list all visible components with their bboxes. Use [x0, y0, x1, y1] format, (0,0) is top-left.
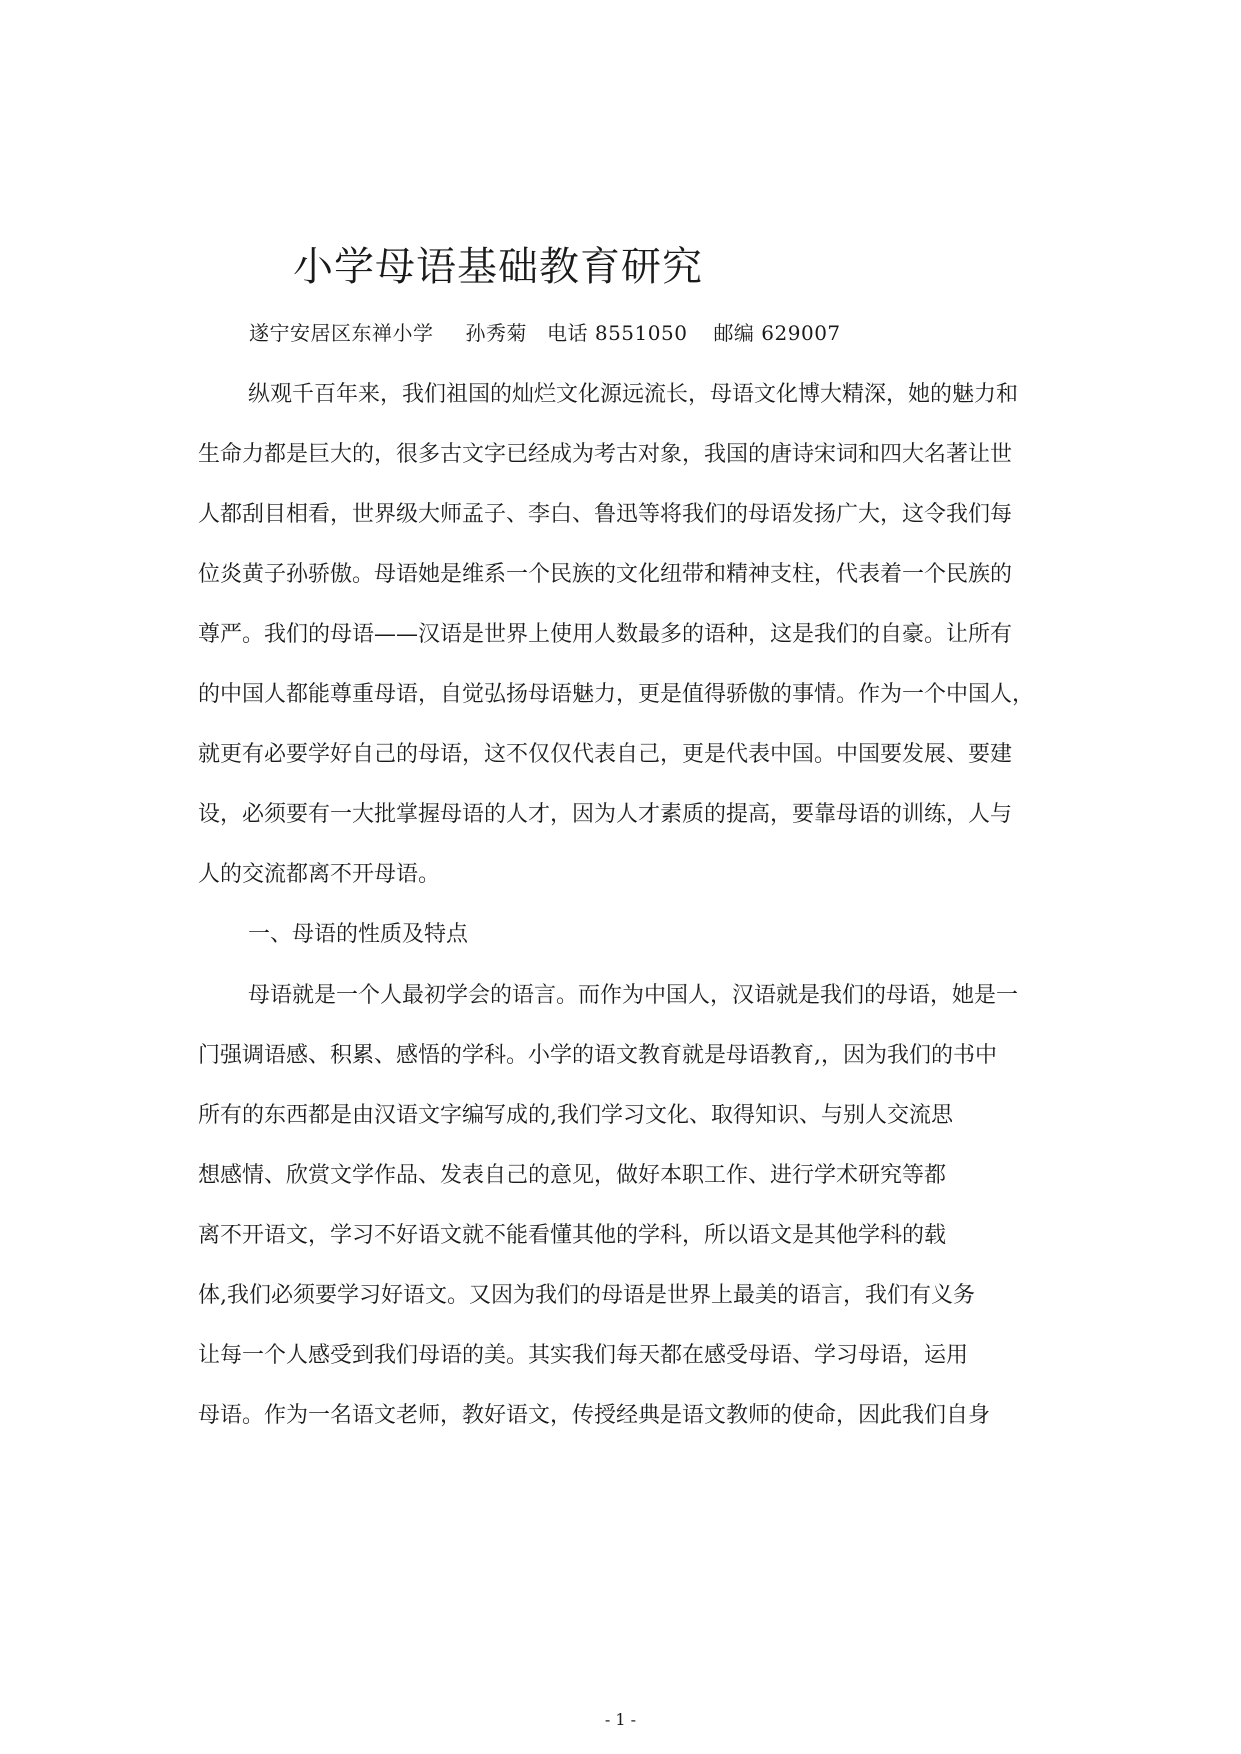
text-line: 设，必须要有一大批掌握母语的人才，因为人才素质的提高，要靠母语的训练，人与: [198, 802, 1013, 827]
text-line: 尊严。我们的母语——汉语是世界上使用人数最多的语种，这是我们的自豪。让所有: [198, 622, 1013, 647]
text-line: 人的交流都离不开母语。: [198, 862, 441, 887]
text-line: 纵观千百年来，我们祖国的灿烂文化源远流长，母语文化博大精深，她的魅力和: [248, 382, 1019, 407]
text-line: 母语就是一个人最初学会的语言。而作为中国人，汉语就是我们的母语，她是一: [248, 983, 1019, 1008]
text-line: 体,我们必须要学习好语文。又因为我们的母语是世界上最美的语言，我们有义务: [198, 1283, 975, 1308]
author-name: 孙秀菊: [465, 321, 527, 345]
text-line: 的中国人都能尊重母语，自觉弘扬母语魅力，更是值得骄傲的事情。作为一个中国人，: [198, 682, 1035, 707]
text-line: 让每一个人感受到我们母语的美。其实我们每天都在感受母语、学习母语，运用: [198, 1343, 969, 1368]
page-number: - 1 -: [604, 1710, 637, 1729]
text-line: 位炎黄子孙骄傲。母语她是维系一个民族的文化纽带和精神支柱，代表着一个民族的: [198, 562, 1013, 587]
text-line: 人都刮目相看，世界级大师孟子、李白、鲁迅等将我们的母语发扬广大，这令我们每: [198, 502, 1013, 527]
text-line: 想感情、欣赏文学作品、发表自己的意见，做好本职工作、进行学术研究等都: [198, 1163, 947, 1188]
text-line: 所有的东西都是由汉语文字编写成的,我们学习文化、取得知识、与别人交流思: [198, 1103, 953, 1128]
author-info: [249, 318, 841, 348]
text-line: 门强调语感、积累、感悟的学科。小学的语文教育就是母语教育,，因为我们的书中: [198, 1043, 997, 1068]
document-title: 小学母语基础教育研究: [293, 244, 703, 290]
text-line: 离不开语文，学习不好语文就不能看懂其他的学科，所以语文是其他学科的载: [198, 1223, 947, 1248]
author-school: 遂宁安居区东禅小学: [249, 321, 434, 345]
author-phone: 电话 8551050: [547, 321, 688, 345]
author-postcode: 邮编 629007: [713, 321, 841, 345]
text-line: 母语。作为一名语文老师，教好语文，传授经典是语文教师的使命，因此我们自身: [198, 1403, 991, 1428]
text-line: 就更有必要学好自己的母语，这不仅仅代表自己，更是代表中国。中国要发展、要建: [198, 742, 1013, 767]
text-line: 生命力都是巨大的，很多古文字已经成为考古对象，我国的唐诗宋词和四大名著让世: [198, 442, 1013, 467]
section-heading: 一、母语的性质及特点: [248, 922, 469, 947]
